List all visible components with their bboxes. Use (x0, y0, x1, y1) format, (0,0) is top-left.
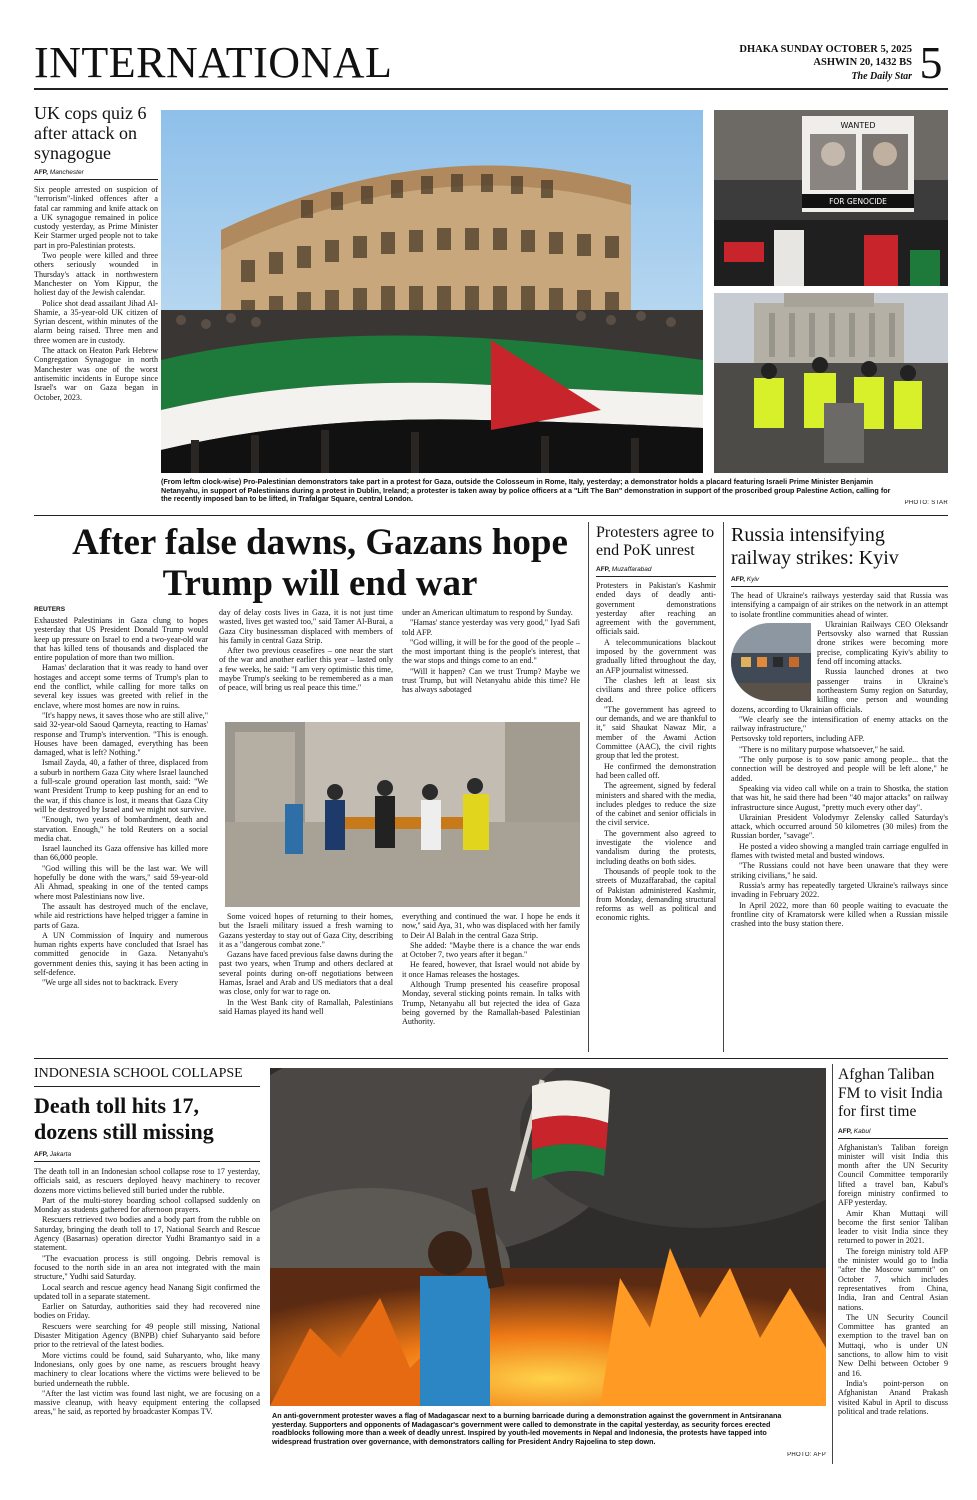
afghan-byline: AFP, Kabul (838, 1127, 871, 1135)
uk-body: Six people arrested on suspicion of "terrorism"-linked offences after a fatal car ramming and knife attack on a UK synagogue remained in police custody yesterday, as Prime Minister Keir Starmer urged people not to take part in pro-Palestinian protests. Two people were killed and three others seriously wounded in Thursday's attack in northwestern Manchester on Yom Kippur, the holiest day of the Jewish calendar. Police shot dead assailant Jihad Al-Shamie, a 35-year-old UK citizen of Syrian descent, within minutes of the alarm being raised. Three men and three women are in custody. The attack on Heaton Park Hebrew Congregation Synagogue in north Manchester was one of the worst antisemitic incidents in Europe since Israel's war on Gaza began in October, 2023. (34, 185, 158, 402)
paper-logo: The Daily Star (851, 71, 912, 82)
divider-pok-russia (723, 522, 724, 1052)
dublin-placard-photo (714, 110, 948, 286)
placard-bottom-text: FOR GENOCIDE (829, 197, 887, 206)
colosseum-illustration (161, 110, 703, 473)
uk-byline: AFP, Manchester (34, 169, 84, 176)
gaza-headline: After false dawns, Gazans hope Trump will end war (72, 522, 568, 604)
bengali-date: ASHWIN 20, 1432 BS (813, 57, 912, 68)
uk-headline: UK cops quiz 6 after attack on synagogue (34, 103, 147, 163)
afghan-body: Afghanistan's Taliban foreign minister will visit India this month after the UN Security Council Committee temporarily lifted a travel ban, Kabul's foreign ministry confirmed to AFP yesterday. Amir Khan Muttaqi will become the first senior Taliban leader to visit India since they returned to power in 2021. The foreign ministry told AFP the minister would go to India "after the Moscow summit" on October 7, which includes representatives from China, India, Iran and Central Asian nations. The UN Security Council Committee has granted an exemption to the travel ban on Muttaqi, who is under UN sanctions, to allow him to visit New Delhi between October 9 and 16. India's point-person on Afghanistan Anand Prakash visited Kabul in April to discuss political and trade relations. (838, 1142, 948, 1416)
section-title: INTERNATIONAL (34, 40, 393, 86)
gaza-col2-bottom: Some voiced hopes of returning to their homes, but the Israeli military issued a fresh warning to Gazans yesterday to stay out of Gaza City, describing it as a "dangerous combat zone." Gazans have faced previous false dawns during the past two years, when Trump and others declared at several points during on-off negotiations between Hamas, Israel and Arab and US mediators that a deal was close, only for war to rage on. In the West Bank city of Ramallah, Palestinians said Hamas played its hand well (219, 912, 393, 1016)
russia-byline: AFP, Kyiv (731, 576, 760, 583)
colosseum-photo (161, 110, 703, 473)
uk-story (34, 103, 158, 513)
placard-top-text: WANTED (840, 121, 876, 130)
divider-gaza-pok (588, 522, 589, 1052)
afghan-headline: Afghan Taliban FM to visit India for first time (838, 1066, 943, 1120)
gaza-col2-top: day of delay costs lives in Gaza, it is not just time wasted, lives get wasted too," said Tamer Al-Burai, a Gaza City businessman displaced with members of his family in central Gaza Strip. After two previous ceasefires – one near the start of the war and another earlier this year – lasted only a few weeks, he said: "I am very optimistic this time, maybe Trump's seeking to be remembered as a man of peace, will bring us real peace this time." (219, 608, 393, 693)
indonesia-kicker: INDONESIA SCHOOL COLLAPSE (34, 1066, 243, 1081)
trafalgar-police-photo (714, 293, 948, 473)
pok-story (596, 524, 716, 1054)
page-number: 5 (919, 38, 943, 88)
madagascar-credit: PHOTO: AFP (787, 1452, 826, 1458)
russia-body: The head of Ukraine's railways yesterday said that Russia was intensifying a campaign of air strikes on the network in an attempt to isolate frontline communities ahead of winter. Ukrainian Railways CEO Oleksandr Pertsovsky also warned that Russian drone strikes were becoming more precise, complicating Kyiv's ability to fend off incoming attacks. Russia launched drones at two passenger trains in Ukraine's northeastern Sumy region on Saturday, killing one person and wounding dozens, according to Ukrainian officials. "We clearly see the intensification of enemy attacks on the railway infrastructure," Pertsovsky told reporters, including AFP. "There is no military purpose whatsoever," he said. "The only purpose is to sow panic among people... that the connection will be destroyed and people will be left alone," he added. Speaking via video call while on a train to Shostka, the station that was hit, he said there had been "40 major attacks" on railway infrastructure since August, "pretty much every other day". Ukrainian President Volodymyr Zelensky called Saturday's attack, which occurred around 50 kilometres (30 miles) from the Russian border, "savage". He posted a video showing a mangled train carriage engulfed in flames with twisted metal and busted windows. "The Russians could not have been unaware that they were striking civilians," he said. Russia's army has repeatedly targeted Ukraine's railways since invading in February 2022. In April 2022, more than 60 people waiting to evacuate the frontline city of Kramatorsk were killed when a Russian missile crashed into the busy station there. (731, 591, 948, 929)
placard-illustration (714, 110, 948, 286)
middle-section-rule (34, 1058, 948, 1059)
divider-photo-afghan (832, 1064, 833, 1464)
gaza-byline: REUTERS (34, 606, 66, 613)
train-illustration (731, 623, 811, 701)
indonesia-byline: AFP, Jakarta (34, 1151, 72, 1158)
russia-story (731, 524, 948, 1054)
gaza-stretcher-photo (225, 722, 580, 907)
gaza-col3-top: under an American ultimatum to respond by Sunday. "Hamas' stance yesterday was very good," Iyad Safi told AFP. "God willing, it will be for the good of the people – the most important thing is the people's interest, that the war stops and things come to an end." "Will it happen? Can we trust Trump? Maybe we trust Trump, but will Netanyahu abide this time? He has always sabotaged (402, 608, 580, 695)
russia-headline: Russia intensifying railway strikes: Kyiv (731, 524, 899, 569)
indonesia-headline: Death toll hits 17, dozens still missing (34, 1093, 214, 1144)
gaza-col1: Exhausted Palestinians in Gaza clung to hopes yesterday that US President Donald Trump would keep up pressure on Israel to end a two-year-old war that has killed tens of thousands and displaced the entire population of more than two million. Hamas' declaration that it was ready to hand over hostages and accept some terms of Trump's plan to end the conflict, while calling for more talks on several key issues was greeted with relief in the enclave, where most homes are now in ruins. "It's happy news, it saves those who are still alive," said 32-year-old Saoud Qarneyta, reacting to Hamas' response and Trump's intervention. "This is enough. Houses have been damaged, everything has been damaged, what is left? Nothing." Ismail Zayda, 40, a father of three, displaced from a suburb in northern Gaza City where Israel launched a full-scale ground operation last month, said: "We want President Trump to keep pushing for an end to the war, if this chance is lost, it means that Gaza City will be destroyed by Israel and we might not survive. "Enough, two years of bombardment, death and starvation. Enough," he told Reuters on a social media chat. Israel launched its Gaza offensive has killed more than 66,000 people. "God willing this will be the last war. We will hopefully be done with the wars," said 59-year-old Ali Ahmad, speaking in one of the tented camps where most Palestinians now live. The assault has destroyed much of the enclave, while aid restrictions have helped trigger a famine in parts of Gaza. A UN Commission of Inquiry and numerous human rights experts have concluded that Israel has committed genocide in Gaza. Netanyahu's government denies this, saying it has been acting in self-defence. "We urge all sides not to backtrack. Every (34, 616, 208, 988)
pok-body: Protesters in Pakistan's Kashmir ended days of deadly anti-government demonstrations yesterday after reaching an agreement with the government, officials said. A telecommunications blackout imposed by the government was gradually lifted throughout the day, an AFP journalist witnessed. The clashes left at least six civilians and three police officers dead. "The government has agreed to our demands, and we are thankful to it," said Shaukat Nawaz Mir, a member of the Awami Action Committee (AAC), the civil rights group that led the protest. He confirmed the demonstration had been called off. The agreement, signed by federal ministers and shared with the media, includes pledges to reduce the size of the cabinet and senior officials in the civil service. The government also agreed to investigate the violence and vandalism during the protests, including deaths on both sides. Thousands of people took to the streets of Muzaffarabad, the capital of Pakistan administered Kashmir, from Monday, demanding structural reforms as well as political and economic rights. (596, 581, 716, 923)
afghan-story (838, 1066, 948, 1466)
masthead-rule (34, 88, 948, 90)
police-illustration (714, 293, 948, 473)
madagascar-caption: An anti-government protester waves a flag of Madagascar next to a burning barricade during a demonstration against the government in Antsiranana yesterday. Supporters and opponents of Madagascar's government were called to demonstrate in the capital yesterday, as security forces erected roadblocks following more than a week of deadly unrest. Inspired by youth-led movements in Nepal and Indonesia, the protests have tapped into widespread frustration over governance, with demonstrators calling for President Andry Rajoelina to step down. (272, 1412, 782, 1446)
top-section-rule (34, 515, 948, 516)
train-photo (731, 623, 811, 701)
pok-byline: AFP, Muzaffarabad (596, 566, 652, 573)
pok-headline: Protesters agree to end PoK unrest (596, 524, 715, 559)
madagascar-protest-photo (270, 1068, 826, 1406)
protest-illustration (270, 1068, 826, 1406)
indonesia-story (34, 1066, 260, 1466)
stretcher-illustration (225, 722, 580, 907)
top-photos-credit: PHOTO: STAR (904, 500, 948, 506)
dateline: DHAKA SUNDAY OCTOBER 5, 2025 (739, 44, 912, 55)
gaza-col3-bottom: everything and continued the war. I hope he ends it now," said Aya, 31, who was displaced with her family to Deir Al Balah in the central Gaza Strip. She added: "Maybe there is a chance the war ends at October 7, two years after it began." He feared, however, that Israel would not abide by it once Hamas releases the hostages. Although Trump presented his ceasefire proposal Monday, several sticking points remain. In talks with Trump, Netanyahu all but rejected the idea of Gaza being governed by the Ramallah-based Palestinian Authority. (402, 912, 580, 1027)
indonesia-body: The death toll in an Indonesian school collapse rose to 17 yesterday, officials said, as rescuers deployed heavy machinery to recover dozens more victims believed still buried under the rubble. Part of the multi-storey boarding school collapsed suddenly on Monday as students gathered for afternoon prayers. Rescuers retrieved two bodies and a body part from the rubble on Saturday, bringing the death toll to 17, National Search and Rescue Agency (Basarnas) operation director Yudhi Bramantyo said in a statement. "The evacuation process is still ongoing. Debris removal is focused to the north side in an area not integrated with the main structure," Yudhi said Saturday. Local search and rescue agency head Nanang Sigit confirmed the updated toll in a separate statement. Earlier on Saturday, authorities said they had recovered nine bodies on Friday. Rescuers were searching for 49 people still missing, National Disaster Mitigation Agency (BNPB) chief Suharyanto said before prior to the retrieval of the latest bodies. More victims could be found, said Suharyanto, who, like many Indonesians, only goes by one name, as rescuers brought heavy machinery to clear locations where the victims were believed to be buried underneath the rubble. "After the last victim was found last night, we are focusing on a massive cleanup, with heavy equipment entering the collapsed areas," he said, as reported by broadcaster Kompas TV. (34, 1167, 260, 1417)
top-photos-caption: (From leftm clock-wise) Pro-Palestinian demonstrators take part in a protest for Gaza, outside the Colosseum in Rome, Italy, yesterday; a demonstrator holds a placard featuring Israeli Prime Minister Benjamin Netanyahu, in support of Palestinians during a protest in Dublin, Ireland; a protester is taken away by police officers at a "Lift The Ban" demonstration in support of the proscribed group Palestine Action, calling for the recently imposed ban to be lifted, in Trafalgar Square, central London. (161, 478, 891, 504)
